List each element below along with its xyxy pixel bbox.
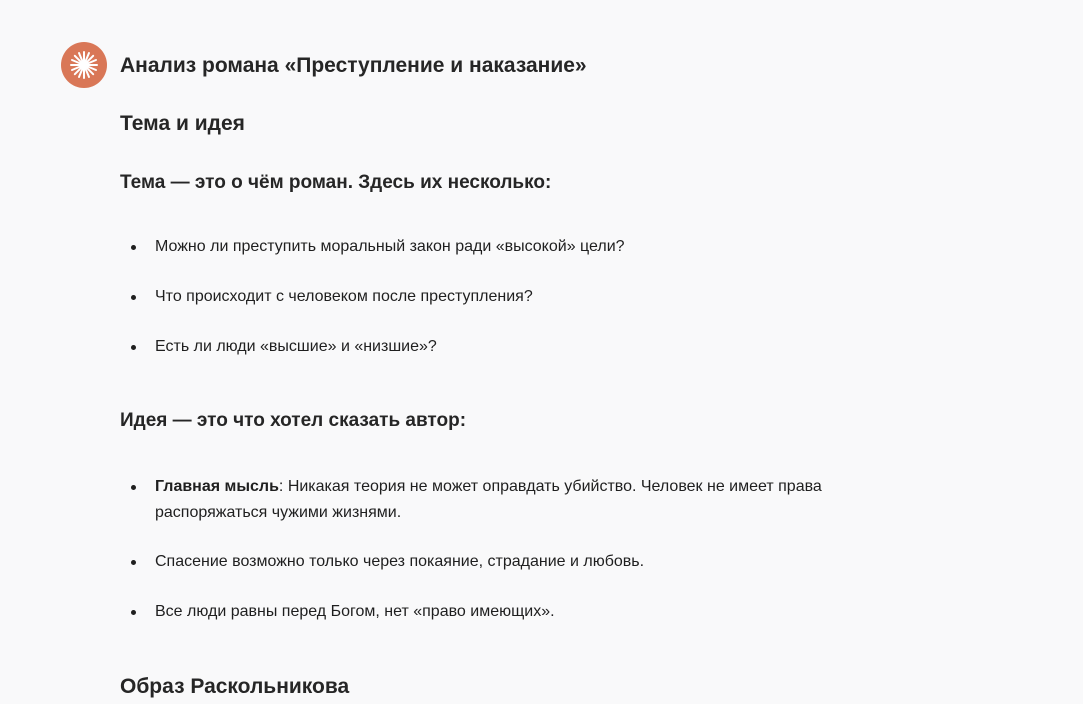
idea-heading-rest: — это что хотел сказать автор: [167,410,467,431]
theme-heading-rest: — это о чём роман. Здесь их несколько: [165,172,552,193]
sparkle-icon [69,50,99,80]
list-item: Есть ли люди «высшие» и «низшие»? [120,334,895,360]
idea-label: Идея [120,410,168,431]
list-item: Что происходит с человеком после преступления? [120,284,895,310]
list-item: Главная мысль: Никакая теория не может оправдать убийство. Человек не имеет права распоряжаться чужими жизнями. [120,474,895,526]
theme-label: Тема [120,172,166,193]
list-item: Можно ли преступить моральный закон ради «высокой» цели? [120,234,895,260]
list-item: Все люди равны перед Богом, нет «право имеющих». [120,599,895,625]
section-heading-raskolnikov: Образ Раскольникова [120,675,350,698]
list-item: Спасение возможно только через покаяние, страдание и любовь. [120,549,895,575]
section-heading-theme-idea: Тема и идея [120,112,245,135]
assistant-avatar [61,42,107,88]
idea-heading [120,410,466,432]
theme-heading [120,172,551,194]
main-thought-label: Главная мысль [155,478,279,495]
document-title: Анализ романа «Преступление и наказание» [120,54,587,77]
